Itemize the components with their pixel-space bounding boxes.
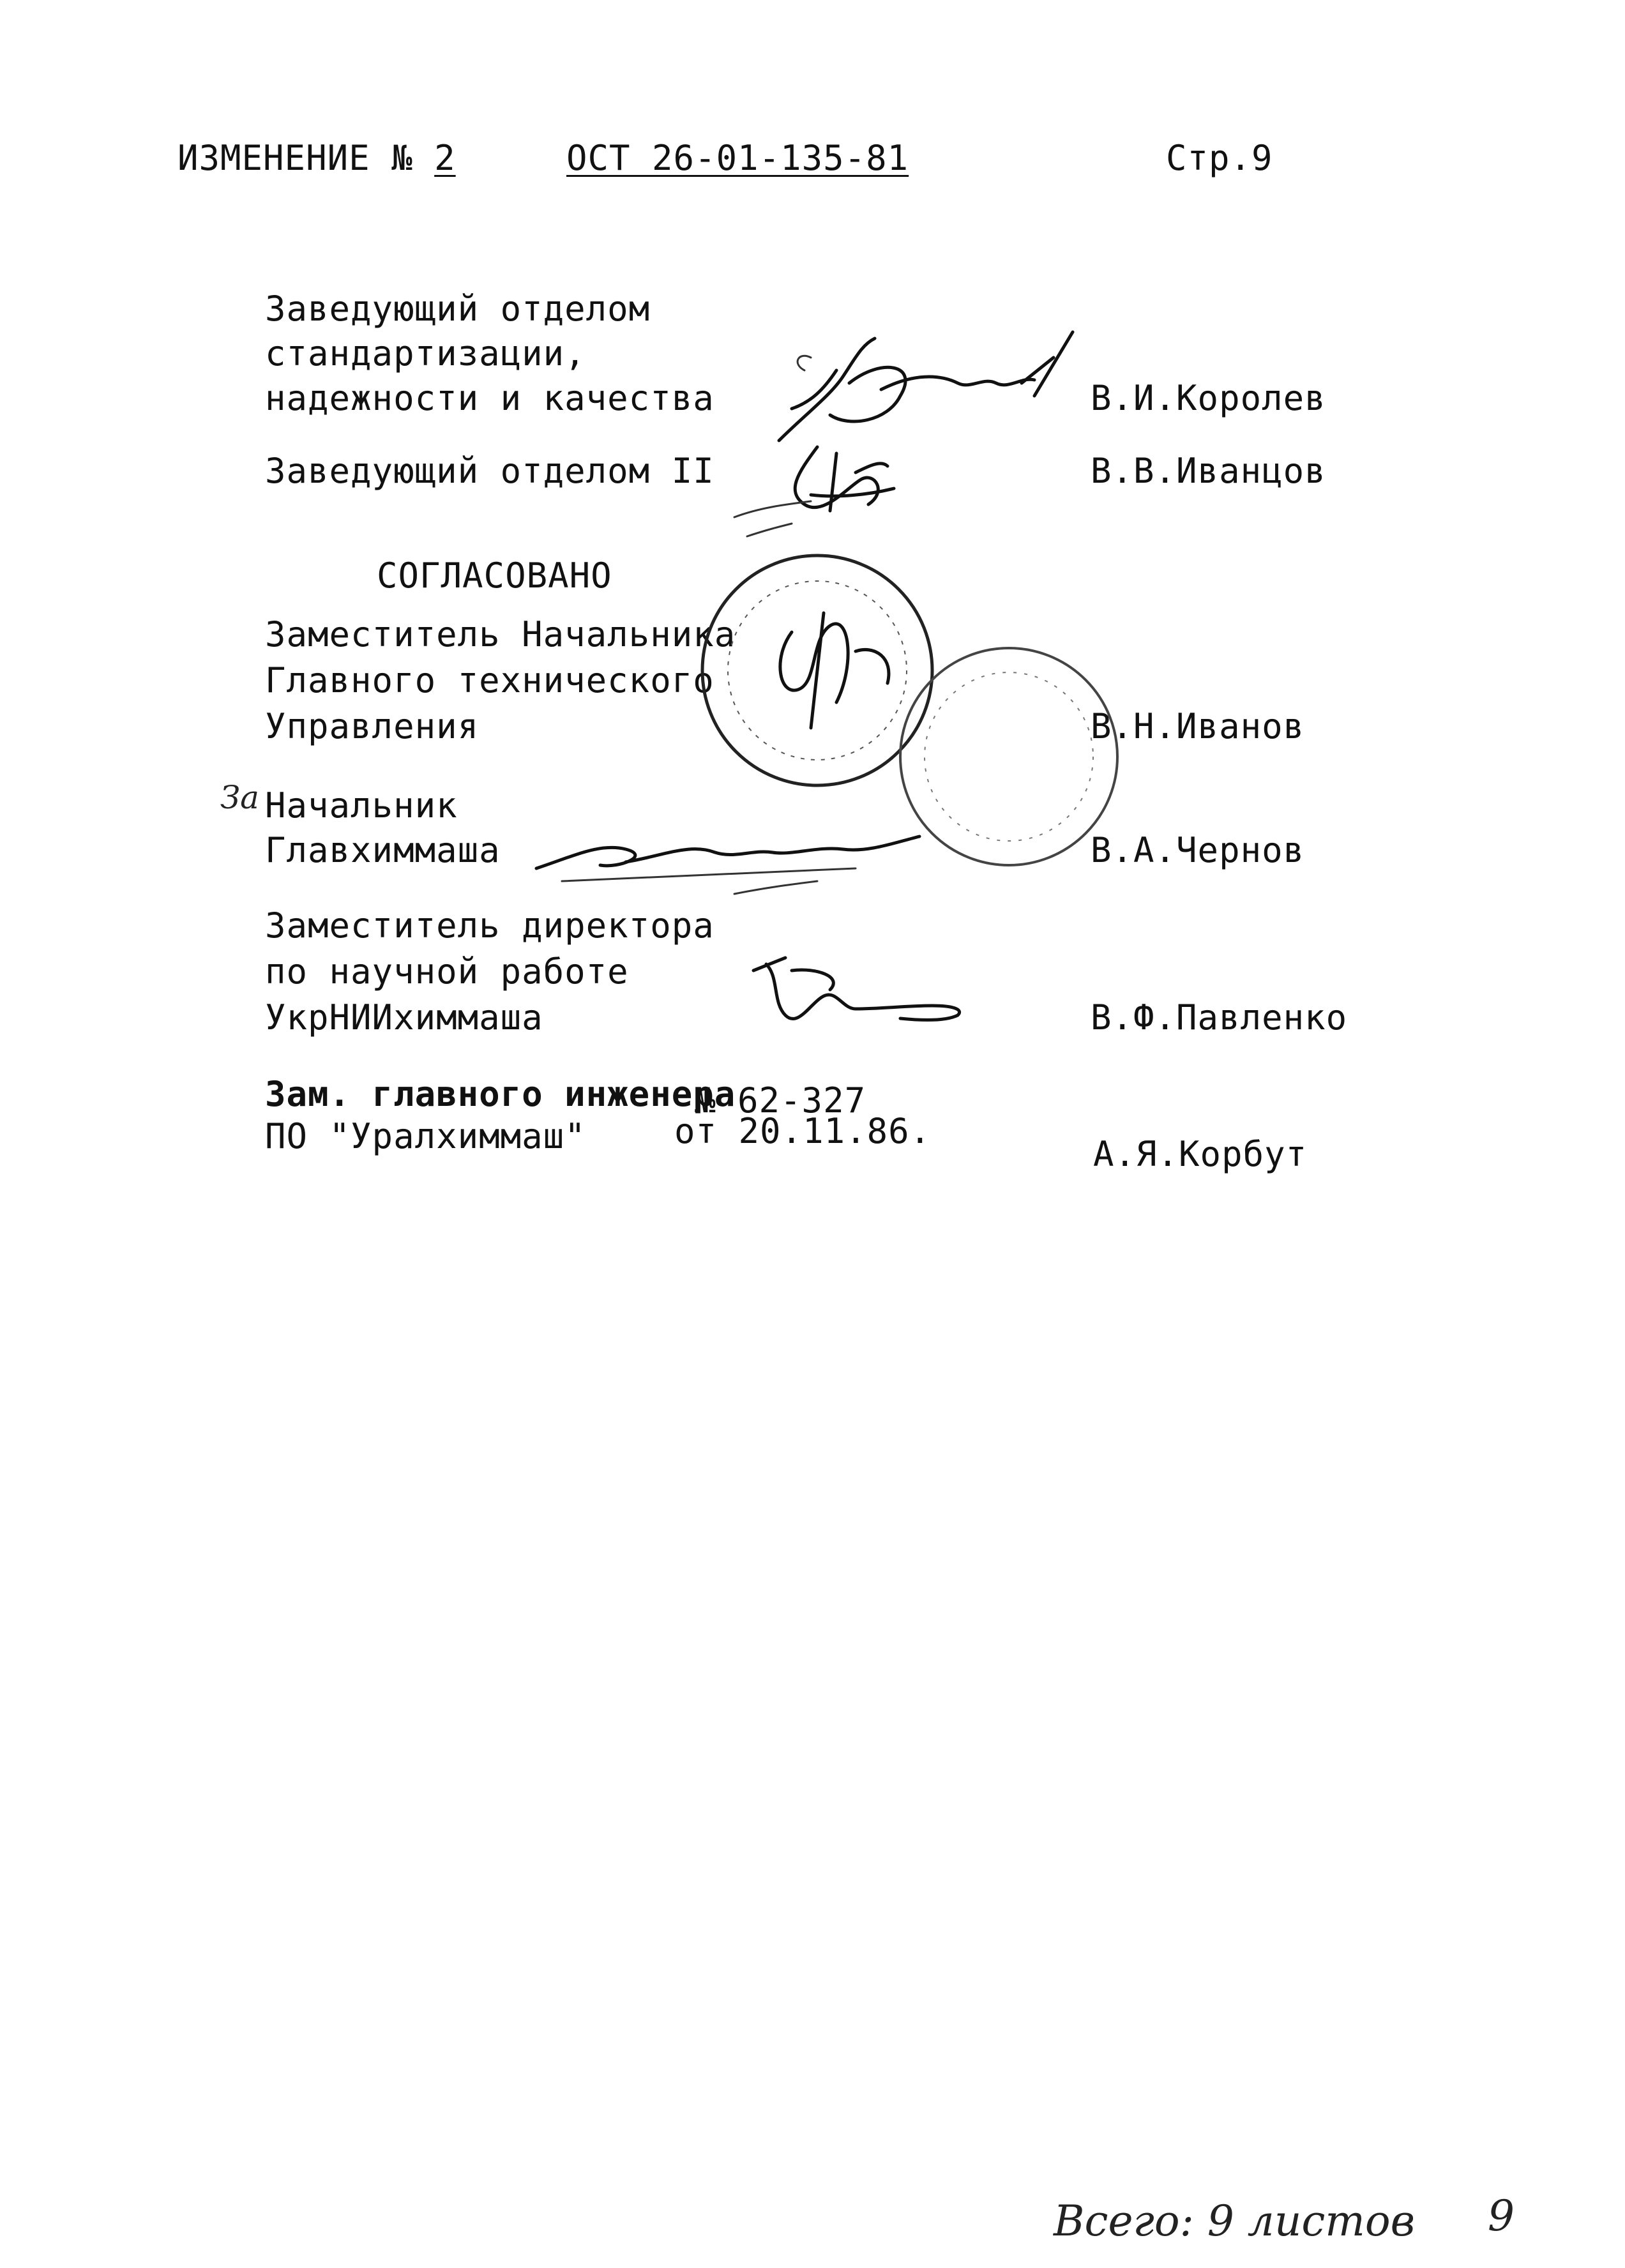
standardization-title-line1: Заведующий отделом (265, 289, 651, 329)
chernov-name: В.А.Чернов (1091, 830, 1305, 870)
chernov-signature (524, 798, 932, 907)
deputy-director-title-line3: УкрНИИхиммаша (265, 997, 543, 1038)
change-number: 2 (434, 138, 456, 178)
ivanov-name: В.Н.Иванов (1091, 706, 1305, 746)
deputy-director-title-line1: Заместитель директора (265, 905, 714, 946)
change-label-text: ИЗМЕНЕНИЕ № (178, 138, 435, 178)
deputy-head-title-line2: Главного технического (265, 660, 714, 700)
agreed-heading: СОГЛАСОВАНО (377, 556, 612, 596)
standard-code: ОСТ 26-01-135-81 (566, 138, 909, 178)
chief-engineer-title-line1: Зам. главного инженера (265, 1074, 736, 1114)
deputy-director-title-line2: по научной работе (265, 951, 629, 992)
letter-date: от 20.11.86. (674, 1111, 932, 1151)
letter-number: № 62-327 (695, 1080, 866, 1121)
pavlenko-name: В.Ф.Павленко (1091, 997, 1348, 1038)
total-sheets-note: Всего: 9 листов (1054, 2196, 1416, 2246)
handwritten-page-number: 9 (1488, 2191, 1515, 2241)
page-label: Стр.9 (1166, 138, 1273, 178)
deputy-head-title-line1: Заместитель Начальника (265, 614, 736, 654)
chief-engineer-title-line2: ПО "Уралхиммаш" (265, 1116, 586, 1156)
korbut-name: А.Я.Корбут (1093, 1134, 1308, 1174)
dept-11-title: Заведующий отделом II (265, 451, 714, 491)
change-label (178, 135, 456, 181)
ivantsov-name: В.В.Иванцов (1091, 451, 1326, 491)
korolev-name: В.И.Королев (1091, 378, 1326, 418)
glavkhimmash-title-line2: Главхиммаша (265, 830, 501, 870)
standardization-title-line2: стандартизации, (265, 333, 586, 374)
deputy-head-title-line3: Управления (265, 706, 480, 746)
glavkhimmash-title-line1: Начальник (265, 785, 458, 826)
handwritten-za: За (220, 779, 259, 816)
ivantsov-signature (722, 434, 951, 543)
pavlenko-signature (728, 945, 983, 1041)
standardization-title-line3: надежности и качества (265, 378, 714, 418)
